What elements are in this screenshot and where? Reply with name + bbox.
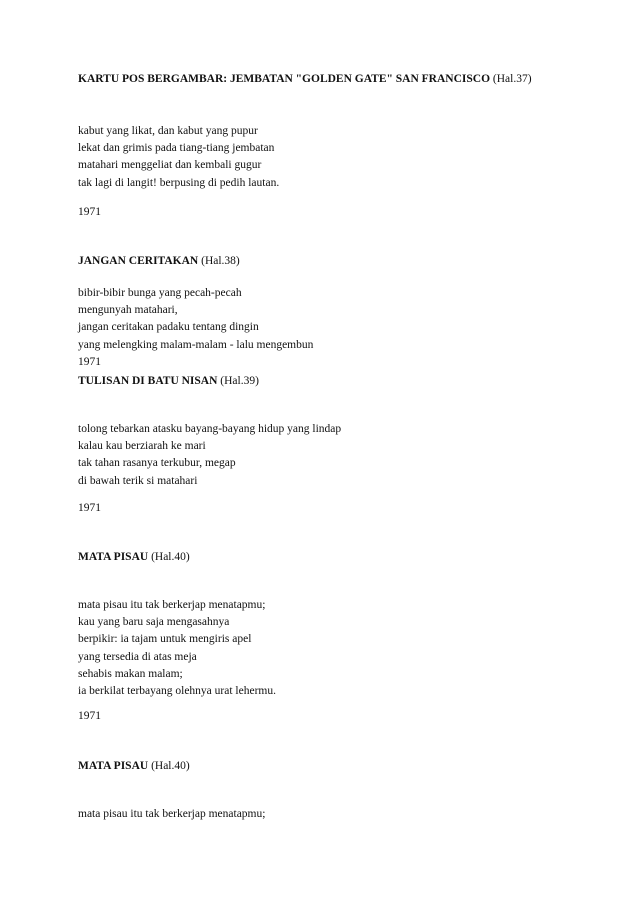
poem-page-ref: (Hal.39) — [220, 375, 259, 387]
verse-line: di bawah terik si matahari — [78, 474, 198, 487]
poem-title-text: TULISAN DI BATU NISAN — [78, 375, 218, 387]
verse-line: bibir-bibir bunga yang pecah-pecah — [78, 287, 242, 299]
poem-page-ref: (Hal.40) — [151, 760, 190, 772]
poem-title — [78, 551, 190, 563]
poem-title — [78, 375, 259, 387]
verse-line: ia berkilat terbayang olehnya urat lehermu. — [78, 685, 276, 698]
verse-line: berpikir: ia tajam untuk mengiris apel — [78, 633, 252, 646]
poem-verse — [78, 123, 279, 192]
poem-title — [78, 255, 240, 267]
poem-verse — [78, 806, 265, 823]
verse-line: yang melengking malam-malam - lalu mengembun — [78, 338, 314, 351]
poem-page-ref: (Hal.37) — [492, 73, 532, 85]
verse-line: yang tersedia di atas meja — [78, 650, 197, 663]
poem-title — [78, 73, 532, 85]
poem-page-ref: (Hal.38) — [201, 255, 240, 267]
verse-line: kau yang baru saja mengasahnya — [78, 616, 230, 629]
poem-verse — [78, 285, 313, 354]
verse-line: sehabis makan malam; — [78, 667, 183, 680]
poem-title-text: MATA PISAU — [78, 551, 149, 563]
verse-line: kabut yang likat, dan kabut yang pupur — [78, 125, 258, 137]
verse-line: tak tahan rasanya terkubur, megap — [78, 457, 236, 470]
poem-title-text: MATA PISAU — [78, 760, 149, 772]
poem-year: 1971 — [78, 710, 101, 722]
verse-line: mengunyah matahari, — [78, 304, 178, 317]
verse-line: lekat dan grimis pada tiang-tiang jembatan — [78, 142, 275, 155]
verse-line: tak lagi di langit! berpusing di pedih lautan. — [78, 176, 280, 189]
poem-page-ref: (Hal.40) — [151, 551, 190, 563]
poem-verse — [78, 421, 341, 490]
poem-year: 1971 — [78, 502, 101, 514]
verse-line: mata pisau itu tak berkerjap menatapmu; — [78, 599, 266, 611]
verse-line: mata pisau itu tak berkerjap menatapmu; — [78, 808, 266, 820]
poem-year: 1971 — [78, 206, 101, 218]
verse-line: kalau kau berziarah ke mari — [78, 440, 206, 453]
poem-title-text: KARTU POS BERGAMBAR: JEMBATAN "GOLDEN GATE" SAN FRANCISCO — [78, 73, 491, 85]
poem-title — [78, 760, 190, 772]
verse-line: tolong tebarkan atasku bayang-bayang hidup yang lindap — [78, 423, 342, 435]
poem-verse — [78, 597, 276, 700]
poem-title-text: JANGAN CERITAKAN — [78, 255, 199, 267]
verse-line: matahari menggeliat dan kembali gugur — [78, 159, 262, 172]
poem-year: 1971 — [78, 356, 101, 368]
verse-line: jangan ceritakan padaku tentang dingin — [78, 321, 259, 334]
